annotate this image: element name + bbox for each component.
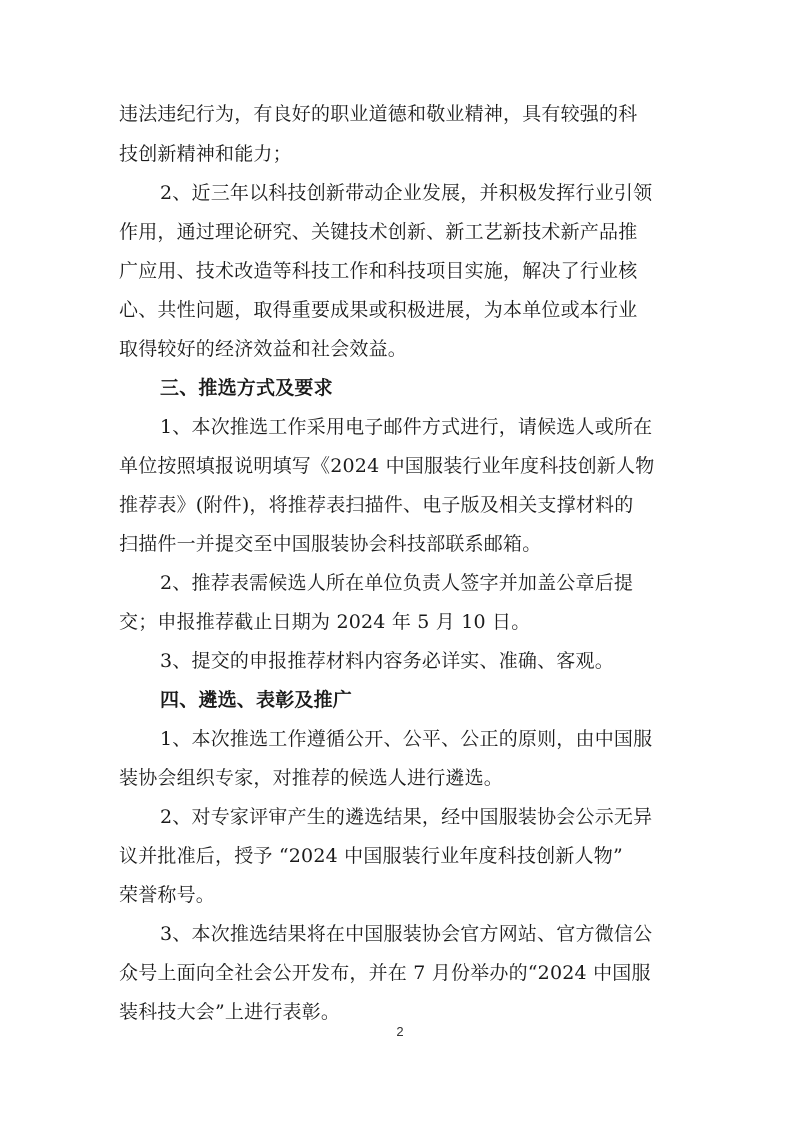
section-heading-4: 四、遴选、表彰及推广 — [160, 689, 353, 711]
body-text-line: 交；申报推荐截止日期为 2024 年 5 月 10 日。 — [119, 611, 531, 633]
body-text-line: 作用，通过理论研究、关键技术创新、新工艺新技术新产品推 — [119, 221, 638, 243]
page-number: 2 — [396, 1024, 404, 1039]
body-text-line: 推荐表》(附件)，将推荐表扫描件、电子版及相关支撑材料的 — [119, 494, 634, 516]
body-text-line: 2、近三年以科技创新带动企业发展，并积极发挥行业引领 — [160, 182, 653, 204]
body-text-line: 违法违纪行为，有良好的职业道德和敬业精神，具有较强的科 — [119, 103, 638, 125]
body-text-line: 1、本次推选工作遵循公开、公平、公正的原则，由中国服 — [160, 728, 653, 750]
body-text-line: 2、对专家评审产生的遴选结果，经中国服装协会公示无异 — [160, 806, 653, 828]
body-text-line: 取得较好的经济效益和社会效益。 — [119, 338, 408, 360]
body-text-line: 众号上面向全社会公开发布，并在 7 月份举办的“2024 中国服 — [119, 962, 651, 984]
body-text-line: 单位按照填报说明填写《2024 中国服装行业年度科技创新人物 — [119, 455, 655, 477]
body-text-line: 广应用、技术改造等科技工作和科技项目实施，解决了行业核 — [119, 260, 638, 282]
body-text-line: 技创新精神和能力； — [119, 143, 292, 165]
body-text-line: 1、本次推选工作采用电子邮件方式进行，请候选人或所在 — [160, 416, 653, 438]
body-text-line: 荣誉称号。 — [119, 884, 216, 906]
body-text-line: 3、本次推选结果将在中国服装协会官方网站、官方微信公 — [160, 923, 653, 945]
body-text-line: 心、共性问题，取得重要成果或积极进展，为本单位或本行业 — [119, 299, 638, 321]
body-text-line: 装科技大会”上进行表彰。 — [119, 1001, 341, 1023]
section-heading-3: 三、推选方式及要求 — [160, 377, 333, 399]
body-text-line: 扫描件一并提交至中国服装协会科技部联系邮箱。 — [119, 533, 542, 555]
body-text-line: 3、提交的申报推荐材料内容务必详实、准确、客观。 — [160, 650, 614, 672]
body-text-line: 2、推荐表需候选人所在单位负责人签字并加盖公章后提 — [160, 572, 634, 594]
body-text-line: 装协会组织专家，对推荐的候选人进行遴选。 — [119, 767, 504, 789]
body-text-line: 议并批准后，授予 “2024 中国服装行业年度科技创新人物” — [119, 845, 623, 867]
